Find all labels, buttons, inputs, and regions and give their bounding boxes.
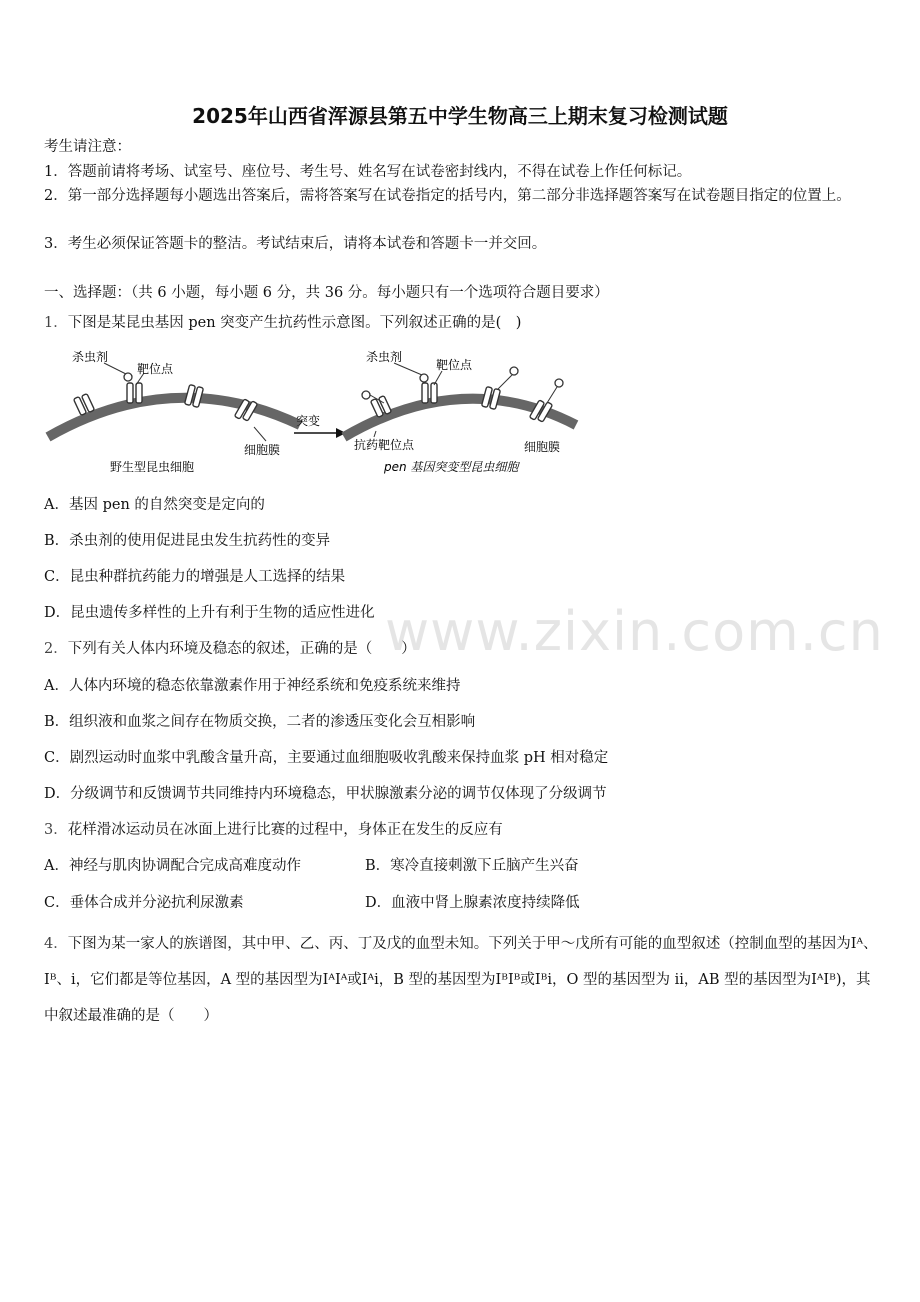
- q3-option-c: C．垂体合成并分泌抗利尿激素: [44, 895, 244, 911]
- q1-option-a: A．基因 pen 的自然突变是定向的: [44, 497, 265, 513]
- q2-option-d: D．分级调节和反馈调节共同维持内环境稳态，甲状腺激素分泌的调节仅体现了分级调节: [44, 786, 607, 802]
- q2-option-b: B．组织液和血浆之间存在物质交换，二者的渗透压变化会互相影响: [44, 714, 476, 730]
- notice-item-3: 3．考生必须保证答题卡的整洁。考试结束后，请将本试卷和答题卡一并交回。: [44, 236, 547, 252]
- q3-option-d: D．血液中肾上腺素浓度持续降低: [365, 895, 580, 911]
- notice-item-2: 2．第一部分选择题每小题选出答案后，需将答案写在试卷指定的括号内，第二部分非选择题答案写在试卷题目指定的位置上。: [44, 188, 851, 204]
- question-2: [44, 639, 416, 659]
- question-number: 4．: [44, 936, 68, 952]
- question-stem: 下图是某昆虫基因 pen 突变产生抗药性示意图。下列叙述正确的是( ): [67, 315, 522, 331]
- question-3: [44, 820, 503, 840]
- left-insecticide-label: 杀虫剂: [72, 350, 109, 364]
- mutation-arrow-label: 突变: [296, 414, 321, 428]
- right-caption: pen 基因突变型昆虫细胞: [384, 460, 519, 474]
- watermark: www.zixin.com.cn: [385, 600, 884, 663]
- resistant-target-label: 抗药靶位点: [354, 438, 415, 452]
- left-caption: 野生型昆虫细胞: [110, 460, 195, 474]
- left-target-label: 靶位点: [137, 362, 174, 376]
- question-number: 1．: [44, 315, 68, 331]
- left-membrane-label: 细胞膜: [244, 443, 281, 457]
- section-heading: 一、选择题：（共 6 小题，每小题 6 分，共 36 分。每小题只有一个选项符合题目要求）: [44, 285, 609, 301]
- question-number: 2．: [44, 641, 68, 657]
- q3-option-b: B．寒冷直接刺激下丘脑产生兴奋: [365, 858, 579, 874]
- q1-option-c: C．昆虫种群抗药能力的增强是人工选择的结果: [44, 569, 346, 585]
- right-target-label: 靶位点: [436, 358, 473, 372]
- notice-heading: 考生请注意：: [44, 139, 131, 155]
- right-insecticide-label: 杀虫剂: [366, 350, 403, 364]
- right-membrane-label: 细胞膜: [524, 440, 561, 454]
- q2-option-a: A．人体内环境的稳态依靠激素作用于神经系统和免疫系统来维持: [44, 678, 461, 694]
- question-1: [44, 313, 521, 333]
- q3-option-a: A．神经与肌肉协调配合完成高难度动作: [44, 858, 301, 874]
- question-4: [44, 926, 880, 1034]
- q1-option-d: D．昆虫遗传多样性的上升有利于生物的适应性进化: [44, 605, 375, 621]
- question-stem: 下列有关人体内环境及稳态的叙述，正确的是（ ）: [67, 641, 416, 657]
- notice-item-1: 1．答题前请将考场、试室号、座位号、考生号、姓名写在试卷密封线内，不得在试卷上作任何标记。: [44, 164, 692, 180]
- question-stem: 下图为某一家人的族谱图，其中甲、乙、丙、丁及戊的血型未知。下列关于甲～戊所有可能的血型叙述（控制血型的基因为Iᴬ、Iᴮ、i，它们都是等位基因，A 型的基因型为IᴬIᴬ或Iᴬi，B 型的基因型为IᴮIᴮ或Iᴮi，O 型的基因型为 ii，AB 型的基因型为IᴬIᴮ)，其中叙述最准确的是（ ）: [44, 936, 878, 1024]
- question-number: 3．: [44, 822, 68, 838]
- question-stem: 花样滑冰运动员在冰面上进行比赛的过程中，身体正在发生的反应有: [67, 822, 503, 838]
- pen-mutation-figure: [44, 345, 584, 480]
- page-title: 2025年山西省浑源县第五中学生物高三上期末复习检测试题: [192, 104, 728, 128]
- insecticide-molecule: [124, 373, 132, 381]
- q1-option-b: B．杀虫剂的使用促进昆虫发生抗药性的变异: [44, 533, 331, 549]
- q2-option-c: C．剧烈运动时血浆中乳酸含量升高，主要通过血细胞吸收乳酸来保持血浆 pH 相对稳定: [44, 750, 609, 766]
